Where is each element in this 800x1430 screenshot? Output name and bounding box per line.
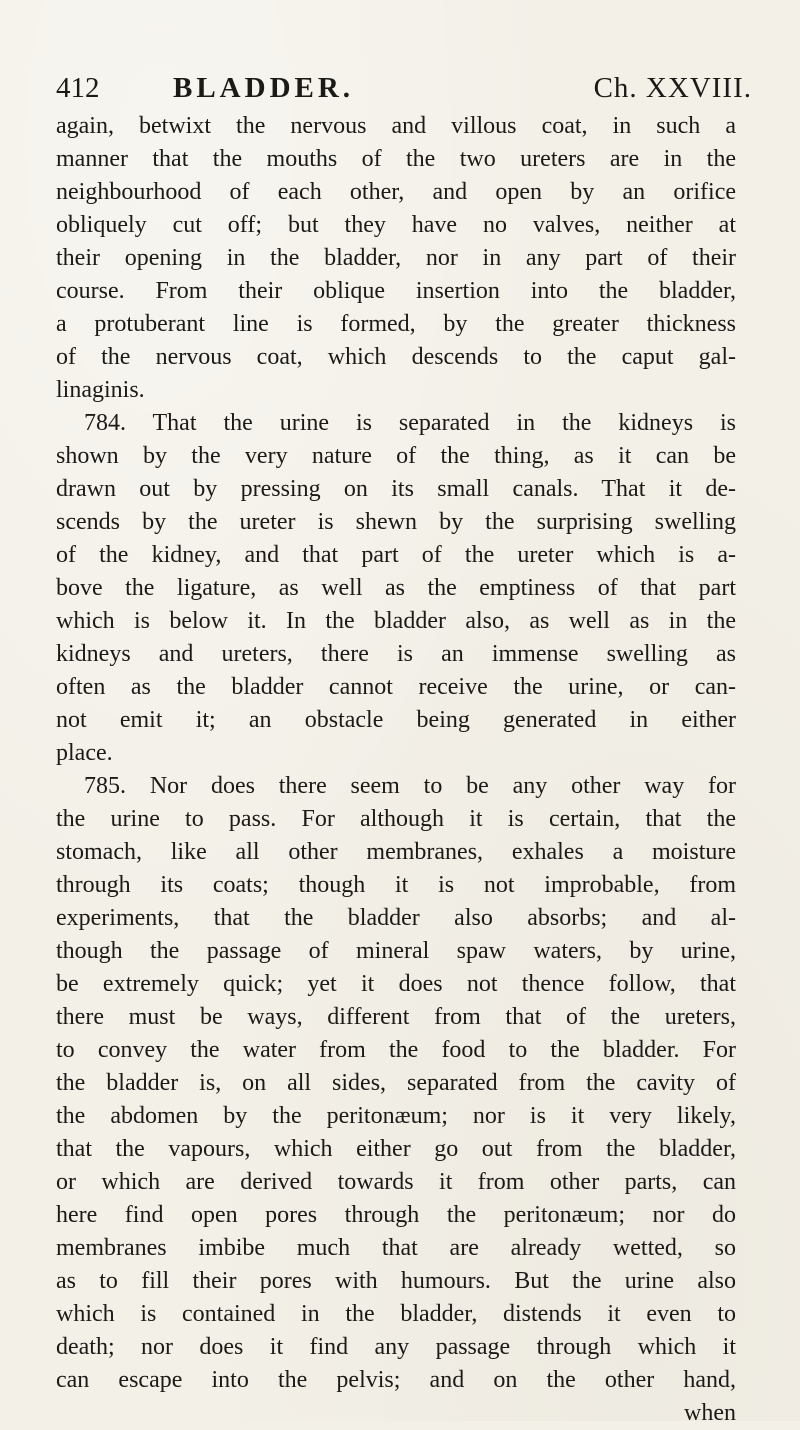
- text-line: linaginis.: [56, 377, 145, 403]
- text-line: to convey the water from the food to the bladder. For: [56, 1037, 736, 1063]
- text-line: neighbourhood of each other, and open by an orifice: [56, 179, 736, 205]
- text-line: shown by the very nature of the thing, as it can be: [56, 443, 736, 469]
- text-line: through its coats; though it is not improbable, from: [56, 872, 736, 898]
- running-title: BLADDER.: [173, 72, 355, 104]
- text-line: can escape into the pelvis; and on the other hand,: [56, 1367, 736, 1393]
- text-line: though the passage of mineral spaw waters, by urine,: [56, 938, 736, 964]
- text-line: membranes imbibe much that are already wetted, so: [56, 1235, 736, 1261]
- text-line: bove the ligature, as well as the emptiness of that part: [56, 575, 736, 601]
- text-line: which is contained in the bladder, distends it even to: [56, 1301, 736, 1327]
- text-line: often as the bladder cannot receive the urine, or can-: [56, 674, 736, 700]
- text-line: the bladder is, on all sides, separated from the cavity of: [56, 1070, 736, 1096]
- chapter-label: Ch. XXVIII.: [593, 72, 752, 104]
- text-line: stomach, like all other membranes, exhales a moisture: [56, 839, 736, 865]
- text-line: drawn out by pressing on its small canals. That it de-: [56, 476, 736, 502]
- text-line: of the nervous coat, which descends to the caput gal-: [56, 344, 736, 370]
- body-text: [56, 110, 736, 1430]
- text-line: there must be ways, different from that of the ureters,: [56, 1004, 736, 1030]
- text-line: scends by the ureter is shewn by the surprising swelling: [56, 509, 736, 535]
- text-line: as to fill their pores with humours. But the urine also: [56, 1268, 736, 1294]
- text-line: not emit it; an obstacle being generated in either: [56, 707, 736, 733]
- text-line: the urine to pass. For although it is certain, that the: [56, 806, 736, 832]
- text-line: which is below it. In the bladder also, as well as in the: [56, 608, 736, 634]
- paragraph-784-start: 784. That the urine is separated in the kidneys is: [84, 410, 736, 436]
- page-number: 412: [56, 72, 100, 104]
- text-line: kidneys and ureters, there is an immense swelling as: [56, 641, 736, 667]
- catchword: when: [684, 1400, 736, 1426]
- text-line: a protuberant line is formed, by the greater thickness: [56, 311, 736, 337]
- text-line: course. From their oblique insertion into the bladder,: [56, 278, 736, 304]
- text-line: the abdomen by the peritonæum; nor is it very likely,: [56, 1103, 736, 1129]
- text-line: be extremely quick; yet it does not thence follow, that: [56, 971, 736, 997]
- text-line: obliquely cut off; but they have no valves, neither at: [56, 212, 736, 238]
- text-line: here find open pores through the peritonæum; nor do: [56, 1202, 736, 1228]
- text-line: place.: [56, 740, 113, 766]
- text-line: their opening in the bladder, nor in any part of their: [56, 245, 736, 271]
- text-line: or which are derived towards it from other parts, can: [56, 1169, 736, 1195]
- text-line: again, betwixt the nervous and villous coat, in such a: [56, 113, 736, 139]
- text-line: manner that the mouths of the two ureters are in the: [56, 146, 736, 172]
- text-line: experiments, that the bladder also absorbs; and al-: [56, 905, 736, 931]
- text-line: death; nor does it find any passage through which it: [56, 1334, 736, 1360]
- text-line: of the kidney, and that part of the ureter which is a-: [56, 542, 736, 568]
- running-head: [56, 68, 752, 108]
- text-line: that the vapours, which either go out from the bladder,: [56, 1136, 736, 1162]
- paragraph-785-start: 785. Nor does there seem to be any other way for: [84, 773, 736, 799]
